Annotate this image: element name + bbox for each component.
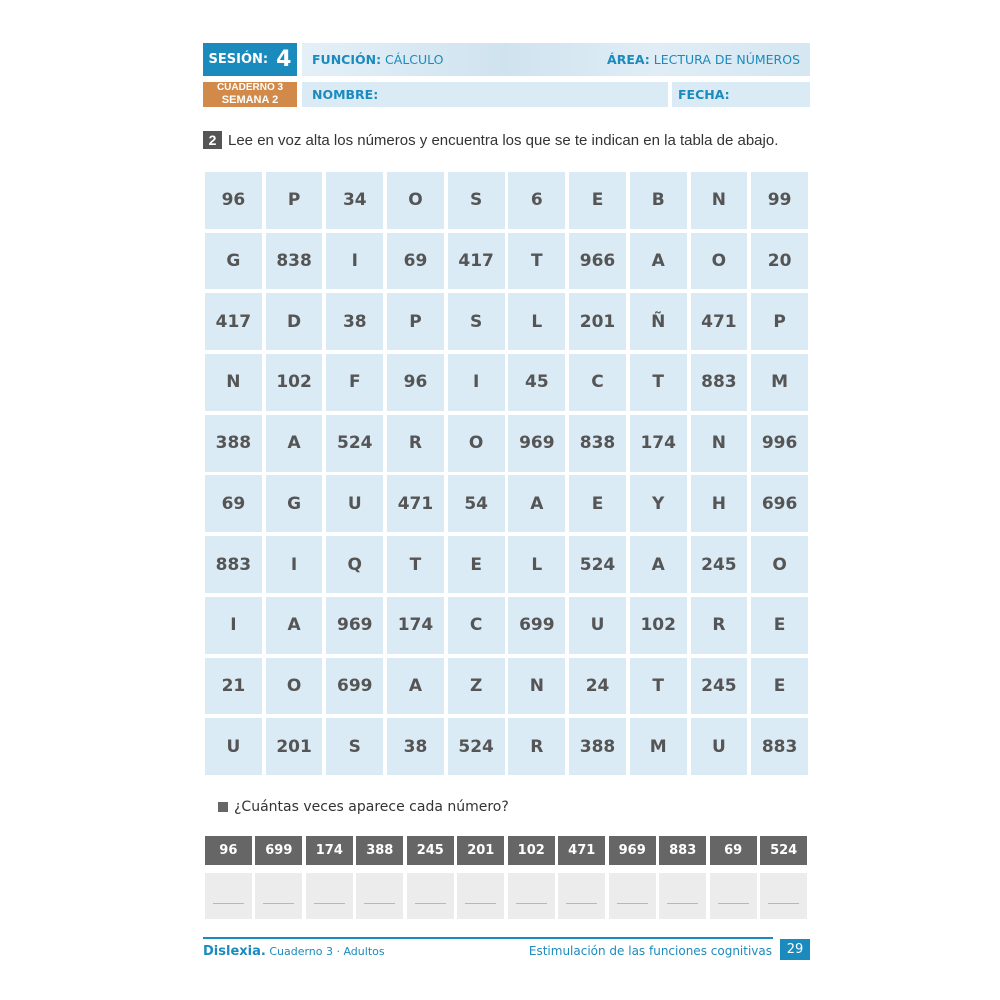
grid-cell[interactable]: Z [448, 658, 505, 715]
grid-cell[interactable]: 245 [691, 536, 748, 593]
grid-cell[interactable]: D [266, 293, 323, 350]
grid-cell[interactable]: M [751, 354, 808, 411]
grid-cell[interactable]: 966 [569, 233, 626, 290]
grid-cell[interactable]: A [266, 415, 323, 472]
answer-line [768, 903, 799, 904]
grid-cell[interactable]: 838 [266, 233, 323, 290]
grid-cell[interactable]: R [508, 718, 565, 775]
answer-box[interactable] [508, 873, 555, 919]
grid-cell[interactable]: 471 [387, 475, 444, 532]
grid-cell[interactable]: U [691, 718, 748, 775]
grid-cell[interactable]: 99 [751, 172, 808, 229]
grid-cell[interactable]: Y [630, 475, 687, 532]
grid-cell[interactable]: P [266, 172, 323, 229]
function-label: FUNCIÓN: [312, 52, 382, 67]
grid-cell[interactable]: 699 [508, 597, 565, 654]
target-number: 969 [609, 836, 656, 865]
grid-cell[interactable]: 417 [448, 233, 505, 290]
grid-cell[interactable]: 69 [387, 233, 444, 290]
answer-box[interactable] [407, 873, 454, 919]
target-number: 201 [457, 836, 504, 865]
grid-cell[interactable]: 38 [326, 293, 383, 350]
grid-cell[interactable]: 21 [205, 658, 262, 715]
grid-cell[interactable]: F [326, 354, 383, 411]
answer-box[interactable] [457, 873, 504, 919]
exercise-instruction [203, 131, 778, 149]
letter-number-grid [205, 172, 809, 775]
grid-cell[interactable]: G [266, 475, 323, 532]
grid-cell[interactable]: 388 [205, 415, 262, 472]
area-field [607, 52, 800, 67]
grid-cell[interactable]: 883 [205, 536, 262, 593]
footer-brand: Dislexia. [203, 944, 266, 959]
grid-cell[interactable]: 69 [205, 475, 262, 532]
grid-cell[interactable]: 388 [569, 718, 626, 775]
grid-cell[interactable]: 417 [205, 293, 262, 350]
answer-box[interactable] [558, 873, 605, 919]
question-text: ¿Cuántas veces aparece cada número? [234, 799, 509, 815]
target-number: 102 [508, 836, 555, 865]
grid-cell[interactable]: A [630, 536, 687, 593]
grid-cell[interactable]: U [569, 597, 626, 654]
grid-cell[interactable]: 54 [448, 475, 505, 532]
grid-cell[interactable]: 883 [751, 718, 808, 775]
grid-cell[interactable]: O [751, 536, 808, 593]
date-label: FECHA: [678, 87, 730, 102]
grid-cell[interactable]: N [205, 354, 262, 411]
answer-line [263, 903, 294, 904]
grid-cell[interactable]: 996 [751, 415, 808, 472]
notebook-week-badge [203, 82, 297, 107]
footer-subtitle: Cuaderno 3 · Adultos [269, 945, 385, 958]
target-number: 96 [205, 836, 252, 865]
grid-cell[interactable]: O [448, 415, 505, 472]
grid-cell[interactable]: G [205, 233, 262, 290]
answer-line [566, 903, 597, 904]
grid-cell[interactable]: N [691, 172, 748, 229]
grid-cell[interactable]: I [326, 233, 383, 290]
name-label: NOMBRE: [312, 87, 379, 102]
grid-cell[interactable]: T [508, 233, 565, 290]
grid-cell[interactable]: 20 [751, 233, 808, 290]
grid-cell[interactable]: 174 [387, 597, 444, 654]
grid-cell[interactable]: R [387, 415, 444, 472]
answer-box[interactable] [306, 873, 353, 919]
target-number: 388 [356, 836, 403, 865]
footer-divider [203, 937, 773, 939]
grid-cell[interactable]: E [751, 658, 808, 715]
grid-cell[interactable]: 102 [266, 354, 323, 411]
grid-cell[interactable]: U [326, 475, 383, 532]
target-number: 174 [306, 836, 353, 865]
answer-line [314, 903, 345, 904]
grid-cell[interactable]: I [448, 354, 505, 411]
grid-cell[interactable]: C [569, 354, 626, 411]
grid-cell[interactable]: B [630, 172, 687, 229]
grid-cell[interactable]: U [205, 718, 262, 775]
grid-cell[interactable]: T [630, 658, 687, 715]
grid-cell[interactable]: S [448, 172, 505, 229]
grid-cell[interactable]: 24 [569, 658, 626, 715]
answer-line [465, 903, 496, 904]
function-field [312, 52, 444, 67]
answer-box[interactable] [609, 873, 656, 919]
instruction-text: Lee en voz alta los números y encuentra los que se te indican en la tabla de abajo. [228, 131, 779, 149]
answer-table [205, 836, 809, 919]
target-number: 883 [659, 836, 706, 865]
grid-cell[interactable]: E [751, 597, 808, 654]
footer-left [203, 944, 385, 959]
grid-cell[interactable]: E [569, 172, 626, 229]
exercise-number: 2 [203, 131, 222, 149]
grid-cell[interactable]: 838 [569, 415, 626, 472]
answer-line [718, 903, 749, 904]
answer-box[interactable] [255, 873, 302, 919]
grid-cell[interactable]: 524 [569, 536, 626, 593]
grid-cell[interactable]: T [387, 536, 444, 593]
answer-line [617, 903, 648, 904]
grid-cell[interactable]: 699 [326, 658, 383, 715]
target-number: 524 [760, 836, 807, 865]
grid-cell[interactable]: H [691, 475, 748, 532]
session-label: SESIÓN: [208, 52, 269, 67]
answer-box[interactable] [205, 873, 252, 919]
answer-box[interactable] [710, 873, 757, 919]
grid-cell[interactable]: A [508, 475, 565, 532]
session-badge [203, 43, 297, 76]
question [218, 799, 509, 815]
grid-cell[interactable]: 524 [448, 718, 505, 775]
notebook-label: CUADERNO 3 [216, 82, 284, 94]
grid-cell[interactable]: Ñ [630, 293, 687, 350]
answer-box[interactable] [659, 873, 706, 919]
grid-cell[interactable]: 883 [691, 354, 748, 411]
grid-cell[interactable]: 102 [630, 597, 687, 654]
area-value: LECTURA DE NÚMEROS [653, 52, 800, 67]
grid-cell[interactable]: P [387, 293, 444, 350]
target-number: 471 [558, 836, 605, 865]
footer-right: Estimulación de las funciones cognitivas [528, 944, 772, 958]
target-number: 69 [710, 836, 757, 865]
function-value: CÁLCULO [385, 52, 444, 67]
grid-cell[interactable]: E [569, 475, 626, 532]
grid-cell[interactable]: S [326, 718, 383, 775]
grid-cell[interactable]: 201 [266, 718, 323, 775]
grid-cell[interactable]: A [387, 658, 444, 715]
grid-cell[interactable]: L [508, 536, 565, 593]
grid-cell[interactable]: N [508, 658, 565, 715]
name-field[interactable] [302, 82, 668, 107]
grid-cell[interactable]: I [266, 536, 323, 593]
grid-cell[interactable]: A [266, 597, 323, 654]
grid-cell[interactable]: 6 [508, 172, 565, 229]
grid-cell[interactable]: 38 [387, 718, 444, 775]
answer-box[interactable] [760, 873, 807, 919]
grid-cell[interactable]: 45 [508, 354, 565, 411]
grid-cell[interactable]: P [751, 293, 808, 350]
session-number: 4 [276, 47, 292, 72]
grid-cell[interactable]: 969 [508, 415, 565, 472]
grid-cell[interactable]: O [691, 233, 748, 290]
function-bar [302, 43, 810, 76]
grid-cell[interactable]: I [205, 597, 262, 654]
answer-line [415, 903, 446, 904]
answer-box[interactable] [356, 873, 403, 919]
grid-cell[interactable]: 174 [630, 415, 687, 472]
grid-cell[interactable]: T [630, 354, 687, 411]
grid-cell[interactable]: O [387, 172, 444, 229]
grid-cell[interactable]: C [448, 597, 505, 654]
grid-cell[interactable]: N [691, 415, 748, 472]
target-number: 699 [255, 836, 302, 865]
grid-cell[interactable]: Q [326, 536, 383, 593]
grid-cell[interactable]: L [508, 293, 565, 350]
page-number: 29 [780, 939, 810, 960]
week-label: SEMANA 2 [221, 94, 279, 107]
date-field[interactable] [672, 82, 810, 107]
grid-cell[interactable]: 34 [326, 172, 383, 229]
grid-cell[interactable]: 96 [205, 172, 262, 229]
area-label: ÁREA: [607, 52, 650, 67]
answer-line [667, 903, 698, 904]
grid-cell[interactable]: 201 [569, 293, 626, 350]
grid-cell[interactable]: 524 [326, 415, 383, 472]
grid-cell[interactable]: 245 [691, 658, 748, 715]
bullet-square-icon [218, 802, 228, 812]
grid-cell[interactable]: 96 [387, 354, 444, 411]
grid-cell[interactable]: A [630, 233, 687, 290]
answer-line [364, 903, 395, 904]
grid-cell[interactable]: E [448, 536, 505, 593]
grid-cell[interactable]: S [448, 293, 505, 350]
answer-line [516, 903, 547, 904]
grid-cell[interactable]: R [691, 597, 748, 654]
grid-cell[interactable]: M [630, 718, 687, 775]
grid-cell[interactable]: 969 [326, 597, 383, 654]
target-number: 245 [407, 836, 454, 865]
grid-cell[interactable]: 471 [691, 293, 748, 350]
grid-cell[interactable]: 696 [751, 475, 808, 532]
grid-cell[interactable]: O [266, 658, 323, 715]
answer-line [213, 903, 244, 904]
